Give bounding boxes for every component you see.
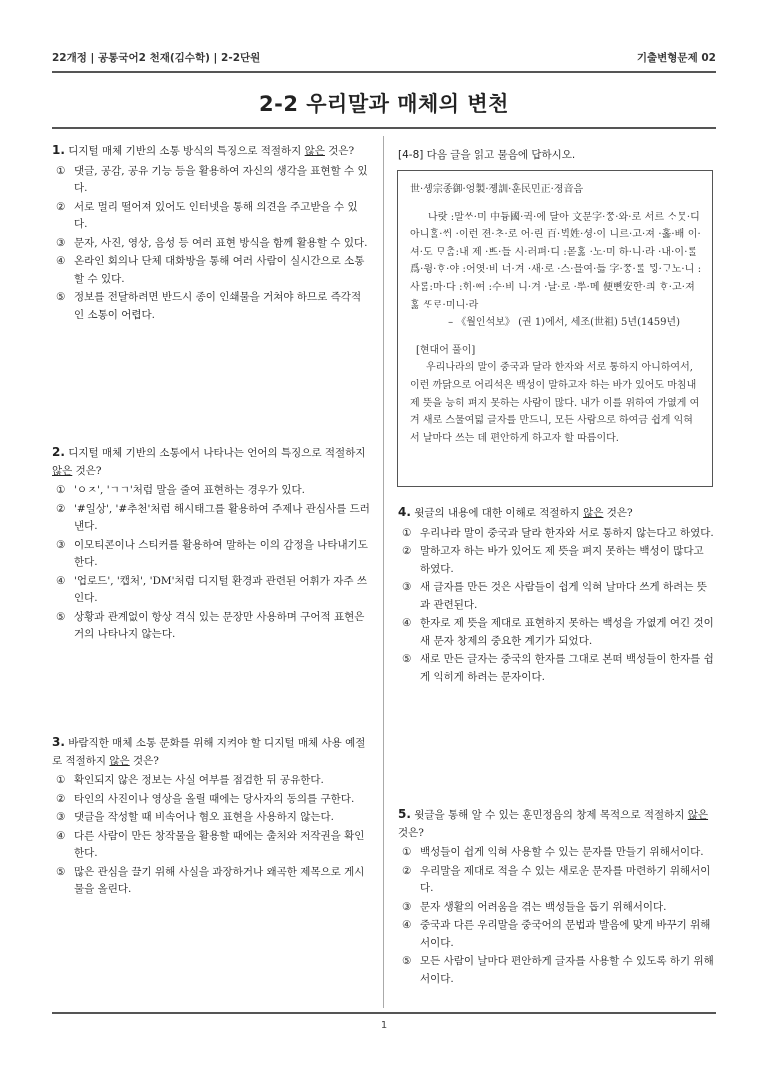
- page-number: 1: [380, 1020, 388, 1031]
- choice-item[interactable]: [402, 899, 716, 917]
- stem-text: 디지털 매체 기반의 소통에서 나타나는 언어의 특징으로 적절하지: [68, 447, 366, 459]
- choice-item[interactable]: [402, 651, 716, 686]
- choice-text: 타인의 사진이나 영상을 올릴 때에는 당사자의 동의를 구한다.: [74, 792, 355, 805]
- choice-item[interactable]: [56, 199, 370, 234]
- choice-marker: ①: [56, 774, 66, 786]
- passage-box: [397, 170, 713, 487]
- choice-text: 확인되지 않은 정보는 사실 여부를 점검한 뒤 공유한다.: [74, 774, 324, 786]
- question-stem: [52, 444, 370, 480]
- stem-text-end: 것은?: [324, 145, 355, 157]
- choice-item[interactable]: [56, 253, 370, 288]
- choice-text: 정보를 전달하려면 반드시 종이 인쇄물을 거쳐야 하므로 즉각적인 소통이 어렵다.: [74, 291, 362, 321]
- choice-marker: ②: [56, 502, 66, 515]
- stem-text-end: 것은?: [129, 754, 159, 767]
- question-number: 3.: [52, 735, 65, 749]
- choice-item[interactable]: [402, 543, 716, 578]
- page-header: [52, 50, 716, 68]
- choice-marker: ⑤: [56, 291, 66, 303]
- choice-item[interactable]: [56, 537, 370, 572]
- passage-title-line: 世·솅宗종御·엉製·졩訓·훈民민正·졍音음: [410, 184, 584, 195]
- question-5: [398, 806, 716, 989]
- stem-underlined-word: 않은: [304, 145, 325, 157]
- choice-marker: ④: [402, 617, 412, 629]
- choice-marker: ①: [56, 164, 66, 177]
- choice-text: 한자로 제 뜻을 제대로 표현하지 못하는 백성을 가엾게 여긴 것이 새 문자 창제의 중요한 계기가 되었다.: [420, 617, 714, 647]
- stem-underlined-word: 않은: [687, 809, 709, 821]
- choice-marker: ②: [402, 864, 412, 877]
- choice-text: 문자, 사진, 영상, 음성 등 여러 표현 방식을 함께 활용할 수 있다.: [74, 236, 368, 249]
- choice-text: '업로드', '캡처', 'DM'처럼 디지털 환경과 관련된 어휘가 자주 쓰인다.: [74, 574, 368, 604]
- choice-text: 댓글, 공감, 공유 기능 등을 활용하여 자신의 생각을 표현할 수 있다.: [74, 164, 368, 194]
- choice-marker: ④: [56, 255, 66, 267]
- choice-list: [398, 525, 716, 687]
- choice-text: 중국과 다른 우리말을 중국어의 문법과 발음에 맞게 바꾸기 위해서이다.: [420, 919, 711, 949]
- question-1: [52, 142, 370, 325]
- question-number: 5.: [398, 807, 411, 821]
- choice-item[interactable]: [56, 828, 370, 863]
- choice-text: 상황과 관계없이 항상 격식 있는 문장만 사용하며 구어적 표현은 거의 나타나지 않는다.: [74, 610, 365, 640]
- passage-source: – 《월인석보》 (권 1)에서, 세조(世祖) 5년(1459년): [448, 317, 680, 329]
- choice-text: 이모티콘이나 스티커를 활용하여 말하는 이의 감정을 나타내기도 한다.: [74, 538, 368, 568]
- question-number: 2.: [52, 445, 65, 459]
- choice-text: '#일상', '#추천'처럼 해시태그를 활용하여 주제나 관심사를 드러낸다.: [74, 502, 370, 532]
- page-title: 2-2 우리말과 매체의 변천: [259, 92, 509, 116]
- choice-list: [52, 163, 370, 325]
- choice-marker: ③: [402, 900, 412, 913]
- choice-marker: ②: [56, 792, 66, 805]
- choice-marker: ④: [56, 829, 66, 842]
- choice-marker: ②: [402, 545, 412, 557]
- choice-item[interactable]: [56, 791, 370, 809]
- choice-list: [52, 482, 370, 644]
- choice-text: 말하고자 하는 바가 있어도 제 뜻을 펴지 못하는 백성이 많다고 하였다.: [420, 545, 704, 575]
- question-stem: [52, 142, 370, 161]
- choice-text: 'ㅇㅈ', 'ㄱㄱ'처럼 말을 줄여 표현하는 경우가 있다.: [74, 484, 305, 496]
- stem-text: 윗글을 통해 알 수 있는 훈민정음의 창제 목적으로 적절하지: [414, 809, 688, 821]
- header-rule: [52, 71, 716, 73]
- choice-item[interactable]: [56, 482, 370, 500]
- choice-text: 온라인 회의나 단체 대화방을 통해 여러 사람이 실시간으로 소통할 수 있다.: [74, 255, 365, 285]
- header-course-info: 22개정 | 공통국어2 천재(김수학) | 2-2단원: [52, 52, 261, 64]
- stem-text-end: 것은?: [398, 826, 424, 839]
- choice-item[interactable]: [402, 525, 716, 543]
- question-number: 4.: [398, 505, 411, 519]
- title-rule: [52, 127, 716, 129]
- question-stem: [52, 734, 370, 770]
- choice-item[interactable]: [56, 289, 370, 324]
- choice-text: 서로 멀리 떨어져 있어도 인터넷을 통해 의견을 주고받을 수 있다.: [74, 200, 358, 230]
- header-worksheet-label: 기출변형문제 02: [636, 52, 716, 64]
- choice-item[interactable]: [402, 579, 716, 614]
- choice-text: 다른 사람이 만든 창작물을 활용할 때에는 출처와 저작권을 확인한다.: [74, 829, 365, 859]
- choice-text: 문자 생활의 어려움을 겪는 백성들을 돕기 위해서이다.: [420, 900, 667, 913]
- choice-item[interactable]: [56, 809, 370, 827]
- choice-marker: ⑤: [402, 653, 412, 665]
- passage-old-text: 나랏 :말ᄊᆞ·미 中듕國·귁·에 달아 文문字·ᄍᆞᆼ·와·로 서르 ᄉᆞᄆᆞᆺ·디 아니ᄒᆞᆯ·ᄊᆡ ·이런 젼·ᄎᆞ·로 어·린 百·ᄇᆡᆨ姓·셩·이 니르·고·져 ·홇·배 이·셔·도 ᄆᆞᄎᆞᆷ:내 제 ·ᄠᅳ·들 시·러펴·디 :몯ᄒᆞᇙ ·노·미 하·니·라 ·내·이·ᄅᆞᆯ 爲·윙·ᄒᆞ·야 :어엿·비 너·겨 ·새·로 ·스·믈여·듧 字·ᄍᆞᆼ·ᄅᆞᆯ ᄆᆡᇰ·ᄀᆞ노·니 :사ᄅᆞᆷ:마·다 :ᄒᆡ·ᅇᅧ :수·비 니·겨 ·날·로 ·ᄡᅮ·메 便뼌安ᅙᅡᆫ·킈 ᄒᆞ·고·져 ᄒᆞᇙ ᄯᆞᄅᆞ·미니·라: [410, 211, 702, 311]
- choice-item[interactable]: [56, 772, 370, 790]
- choice-marker: ②: [56, 200, 66, 213]
- choice-item[interactable]: [402, 953, 716, 988]
- choice-item[interactable]: [402, 844, 716, 862]
- choice-marker: ④: [402, 919, 412, 931]
- choice-list: [398, 844, 716, 988]
- choice-item[interactable]: [402, 615, 716, 650]
- choice-marker: ①: [402, 526, 412, 539]
- question-stem: [398, 806, 716, 842]
- question-number: 1.: [52, 143, 65, 157]
- passage-modern-heading: [현대어 풀이]: [416, 344, 476, 356]
- choice-item[interactable]: [56, 609, 370, 644]
- stem-text-end: 것은?: [72, 464, 102, 477]
- choice-text: 댓글을 작성할 때 비속어나 혐오 표현을 사용하지 않는다.: [74, 811, 334, 823]
- choice-marker: ⑤: [56, 865, 66, 878]
- choice-text: 우리말을 제대로 적을 수 있는 새로운 문자를 마련하기 위해서이다.: [420, 864, 711, 894]
- choice-text: 모든 사람이 날마다 편안하게 글자를 사용할 수 있도록 하기 위해서이다.: [420, 955, 714, 985]
- choice-marker: ⑤: [402, 955, 412, 967]
- question-stem: [398, 504, 716, 523]
- passage-modern-text: 우리나라의 말이 중국과 달라 한자와 서로 통하지 아니하여서, 이런 까닭으로 어리석은 백성이 말하고자 하는 바가 있어도 마침내 제 뜻을 능히 펴지 못하는 사람이 많다. 내가 이를 위하여 가엾게 여겨 새로 스물여덟 글자를 만드니, 모든 사람으로 하여금 쉽게 익혀서 날마다 쓰는 데 편안하게 하고자 할 따름이다.: [410, 362, 700, 444]
- choice-marker: ④: [56, 574, 66, 587]
- choice-item[interactable]: [56, 163, 370, 198]
- choice-item[interactable]: [56, 573, 370, 608]
- choice-text: 많은 관심을 끌기 위해 사실을 과장하거나 왜곡한 제목으로 게시물을 올린다.: [74, 865, 365, 895]
- choice-item[interactable]: [56, 235, 370, 253]
- stem-text: 바람직한 매체 소통 문화를 위해 지켜야 할 디지털 매체 사용 예절로 적절하지: [52, 737, 366, 767]
- choice-marker: ①: [402, 846, 412, 858]
- choice-marker: ③: [56, 811, 66, 823]
- stem-underlined-word: 않은: [109, 754, 130, 767]
- question-3: [52, 734, 370, 900]
- choice-text: 우리나라 말이 중국과 달라 한자와 서로 통하지 않는다고 하였다.: [420, 526, 714, 539]
- passage-heading: [4-8] 다음 글을 읽고 물음에 답하시오.: [398, 149, 576, 161]
- choice-text: 새 글자를 만든 것은 사람들이 쉽게 익혀 날마다 쓰게 하려는 뜻과 관련된다.: [420, 581, 707, 611]
- column-divider: [383, 136, 384, 1008]
- question-2: [52, 444, 370, 645]
- stem-underlined-word: 않은: [52, 464, 73, 477]
- choice-item[interactable]: [402, 917, 716, 952]
- question-4: [398, 504, 716, 687]
- stem-text: 디지털 매체 기반의 소통 방식의 특징으로 적절하지: [68, 145, 305, 157]
- stem-text-end: 것은?: [603, 507, 633, 519]
- choice-marker: ③: [402, 581, 412, 593]
- choice-marker: ⑤: [56, 610, 66, 623]
- choice-item[interactable]: [56, 501, 370, 536]
- choice-marker: ③: [56, 538, 66, 551]
- choice-list: [52, 772, 370, 899]
- choice-text: 새로 만든 글자는 중국의 한자를 그대로 본떠 백성들이 한자를 쉽게 익히게 하려는 문자이다.: [420, 653, 714, 683]
- choice-marker: ③: [56, 236, 66, 249]
- choice-item[interactable]: [56, 864, 370, 899]
- stem-text: 윗글의 내용에 대한 이해로 적절하지: [414, 507, 584, 519]
- choice-marker: ①: [56, 484, 66, 496]
- footer-rule: [52, 1012, 716, 1014]
- choice-text: 백성들이 쉽게 익혀 사용할 수 있는 문자를 만들기 위해서이다.: [420, 846, 704, 858]
- stem-underlined-word: 않은: [583, 507, 604, 519]
- choice-item[interactable]: [402, 863, 716, 898]
